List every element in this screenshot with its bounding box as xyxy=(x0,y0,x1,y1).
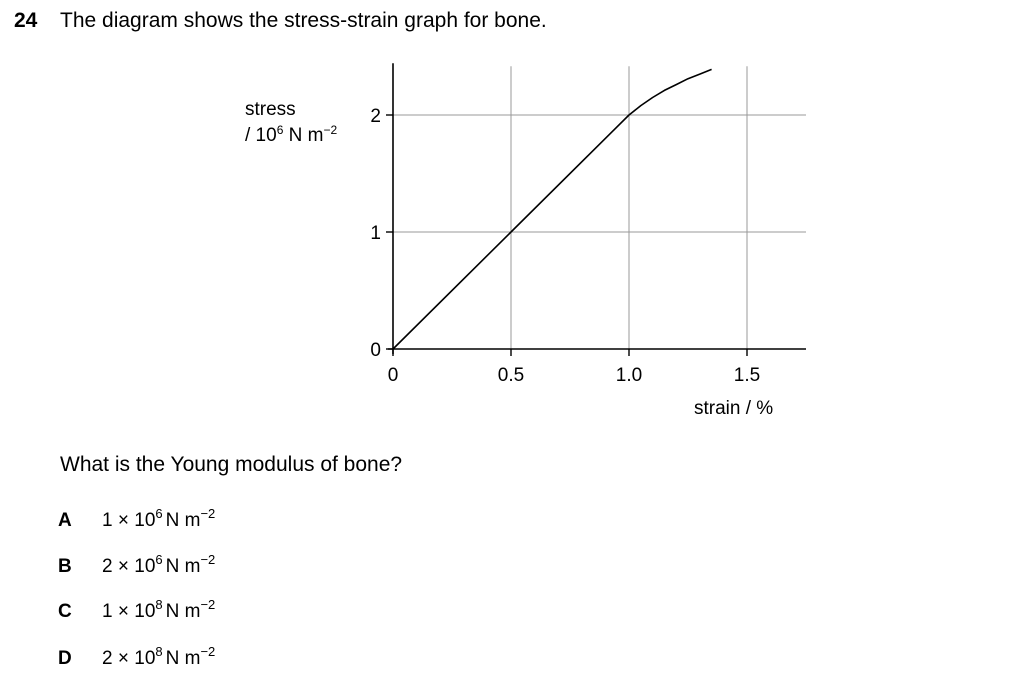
option-letter: B xyxy=(58,556,72,577)
question-prompt: What is the Young modulus of bone? xyxy=(60,453,403,476)
y-axis-label-quantity: stress xyxy=(245,99,296,120)
question-number: 24 xyxy=(14,9,38,32)
option-a[interactable]: A $1 \times 10^6$ N $m^{-2}$ xyxy=(58,507,215,535)
series-line-bone xyxy=(393,69,712,349)
y-tick-label-2: 2 xyxy=(370,106,381,127)
ticks xyxy=(370,106,760,386)
axes xyxy=(388,63,806,354)
y-tick-label-0: 0 xyxy=(370,340,381,361)
grid xyxy=(393,66,806,349)
x-tick-label-0: 0 xyxy=(387,365,399,386)
x-tick-label-3: 1.5 xyxy=(733,365,761,386)
option-letter: D xyxy=(58,648,72,669)
option-letter: C xyxy=(58,601,72,622)
option-letter: A xyxy=(58,510,72,531)
x-tick-label-1: 0.5 xyxy=(497,365,525,386)
y-axis-label-unit: / $10^6$ N $m^{-2}$ xyxy=(245,123,338,146)
x-tick-label-2: 1.0 xyxy=(615,365,643,386)
question-stem: The diagram shows the stress-strain graph for bone. xyxy=(60,9,547,32)
x-axis-label: strain / % xyxy=(694,398,774,419)
option-b[interactable]: B $2 \times 10^6$ N $m^{-2}$ xyxy=(58,553,215,581)
series xyxy=(393,69,712,349)
y-tick-label-1: 1 xyxy=(370,223,381,244)
option-c[interactable]: C $1 \times 10^8$ N $m^{-2}$ xyxy=(58,598,215,626)
option-d[interactable]: D $2 \times 10^8$ N $m^{-2}$ xyxy=(58,645,215,673)
